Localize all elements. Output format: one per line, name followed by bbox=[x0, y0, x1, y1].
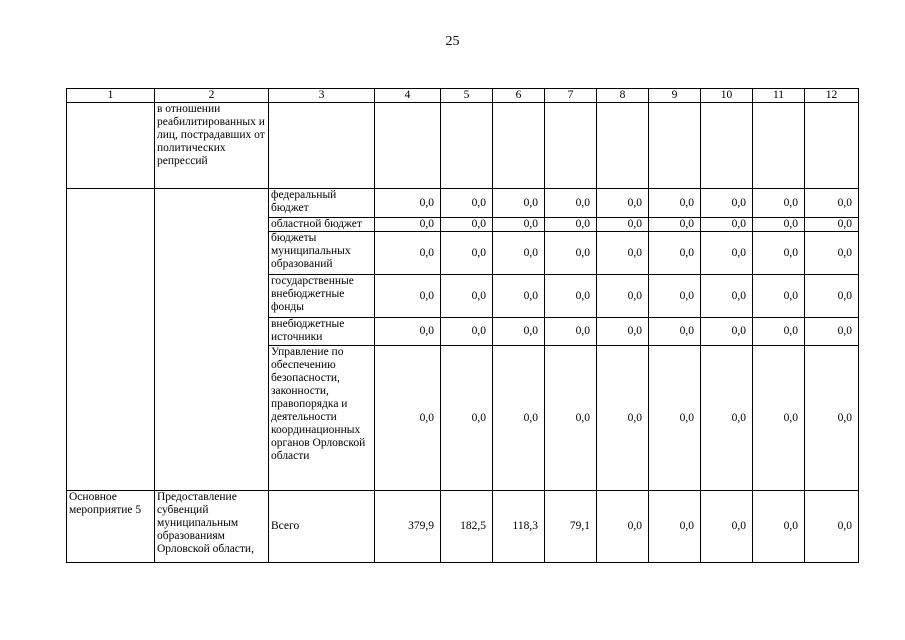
value-cell: 0,0 bbox=[493, 346, 545, 491]
value-cell: 0,0 bbox=[649, 189, 701, 218]
description-cell: Предоставление субвенций муниципальным образованиям Орловской области, bbox=[155, 491, 269, 563]
value-cell: 0,0 bbox=[753, 346, 805, 491]
value-cell: 0,0 bbox=[753, 218, 805, 232]
source-cell: областной бюджет bbox=[269, 218, 375, 232]
event-cell bbox=[67, 103, 155, 189]
value-cell: 182,5 bbox=[441, 491, 493, 563]
value-cell bbox=[701, 103, 753, 189]
header-cell: 6 bbox=[493, 89, 545, 103]
value-cell: 0,0 bbox=[597, 275, 649, 318]
value-cell bbox=[805, 103, 859, 189]
value-cell: 0,0 bbox=[597, 346, 649, 491]
value-cell: 0,0 bbox=[701, 189, 753, 218]
header-cell: 3 bbox=[269, 89, 375, 103]
source-cell bbox=[269, 103, 375, 189]
source-cell: федеральный бюджет bbox=[269, 189, 375, 218]
value-cell: 0,0 bbox=[649, 232, 701, 275]
header-cell: 1 bbox=[67, 89, 155, 103]
header-cell: 12 bbox=[805, 89, 859, 103]
value-cell: 0,0 bbox=[805, 318, 859, 346]
source-cell: Всего bbox=[269, 491, 375, 563]
value-cell: 0,0 bbox=[545, 275, 597, 318]
source-cell: государственные внебюджетные фонды bbox=[269, 275, 375, 318]
value-cell: 0,0 bbox=[441, 232, 493, 275]
value-cell bbox=[753, 103, 805, 189]
value-cell: 0,0 bbox=[375, 346, 441, 491]
description-cell: в отношении реабилитированных и лиц, пострадавших от политических репрессий bbox=[155, 103, 269, 189]
value-cell: 0,0 bbox=[597, 218, 649, 232]
value-cell: 0,0 bbox=[493, 189, 545, 218]
source-cell: Управление по обеспечению безопасности, законности, правопорядка и деятельности координационных органов Орловской области bbox=[269, 346, 375, 491]
header-cell: 2 bbox=[155, 89, 269, 103]
value-cell: 0,0 bbox=[441, 275, 493, 318]
header-cell: 8 bbox=[597, 89, 649, 103]
value-cell: 0,0 bbox=[701, 318, 753, 346]
value-cell: 0,0 bbox=[545, 318, 597, 346]
value-cell: 0,0 bbox=[545, 346, 597, 491]
value-cell: 0,0 bbox=[753, 275, 805, 318]
budget-table bbox=[66, 88, 859, 563]
value-cell: 0,0 bbox=[493, 318, 545, 346]
page-number: 25 bbox=[445, 34, 460, 49]
value-cell: 79,1 bbox=[545, 491, 597, 563]
description-cell bbox=[155, 189, 269, 491]
value-cell: 0,0 bbox=[805, 189, 859, 218]
value-cell: 0,0 bbox=[375, 318, 441, 346]
value-cell: 0,0 bbox=[493, 218, 545, 232]
value-cell: 0,0 bbox=[753, 232, 805, 275]
event-cell: Основное мероприятие 5 bbox=[67, 491, 155, 563]
value-cell: 0,0 bbox=[493, 232, 545, 275]
value-cell: 0,0 bbox=[375, 218, 441, 232]
value-cell: 0,0 bbox=[597, 318, 649, 346]
table-row bbox=[67, 491, 859, 563]
value-cell: 0,0 bbox=[701, 346, 753, 491]
value-cell: 0,0 bbox=[805, 491, 859, 563]
table-row bbox=[67, 189, 859, 218]
value-cell: 118,3 bbox=[493, 491, 545, 563]
value-cell bbox=[441, 103, 493, 189]
value-cell: 0,0 bbox=[441, 189, 493, 218]
value-cell: 0,0 bbox=[597, 189, 649, 218]
header-cell: 7 bbox=[545, 89, 597, 103]
value-cell: 0,0 bbox=[805, 218, 859, 232]
value-cell: 0,0 bbox=[701, 232, 753, 275]
value-cell: 0,0 bbox=[597, 232, 649, 275]
value-cell: 0,0 bbox=[441, 318, 493, 346]
value-cell: 0,0 bbox=[649, 491, 701, 563]
header-cell: 4 bbox=[375, 89, 441, 103]
value-cell: 0,0 bbox=[649, 318, 701, 346]
table-row bbox=[67, 103, 859, 189]
value-cell: 0,0 bbox=[649, 346, 701, 491]
header-row bbox=[67, 89, 859, 103]
value-cell: 0,0 bbox=[753, 189, 805, 218]
value-cell: 0,0 bbox=[493, 275, 545, 318]
value-cell: 0,0 bbox=[701, 218, 753, 232]
header-cell: 9 bbox=[649, 89, 701, 103]
value-cell: 0,0 bbox=[597, 491, 649, 563]
value-cell: 0,0 bbox=[375, 275, 441, 318]
value-cell bbox=[545, 103, 597, 189]
header-cell: 10 bbox=[701, 89, 753, 103]
value-cell bbox=[375, 103, 441, 189]
value-cell bbox=[493, 103, 545, 189]
source-cell: внебюджетные источники bbox=[269, 318, 375, 346]
event-cell bbox=[67, 189, 155, 491]
value-cell: 0,0 bbox=[753, 491, 805, 563]
value-cell bbox=[597, 103, 649, 189]
value-cell: 0,0 bbox=[545, 232, 597, 275]
value-cell: 0,0 bbox=[545, 218, 597, 232]
value-cell: 379,9 bbox=[375, 491, 441, 563]
value-cell: 0,0 bbox=[701, 275, 753, 318]
value-cell: 0,0 bbox=[701, 491, 753, 563]
header-cell: 5 bbox=[441, 89, 493, 103]
value-cell: 0,0 bbox=[805, 232, 859, 275]
value-cell: 0,0 bbox=[649, 275, 701, 318]
value-cell: 0,0 bbox=[375, 189, 441, 218]
value-cell: 0,0 bbox=[441, 346, 493, 491]
value-cell: 0,0 bbox=[545, 189, 597, 218]
value-cell: 0,0 bbox=[753, 318, 805, 346]
value-cell: 0,0 bbox=[649, 218, 701, 232]
value-cell: 0,0 bbox=[805, 346, 859, 491]
value-cell: 0,0 bbox=[375, 232, 441, 275]
value-cell bbox=[649, 103, 701, 189]
source-cell: бюджеты муниципальных образований bbox=[269, 232, 375, 275]
header-cell: 11 bbox=[753, 89, 805, 103]
value-cell: 0,0 bbox=[441, 218, 493, 232]
value-cell: 0,0 bbox=[805, 275, 859, 318]
